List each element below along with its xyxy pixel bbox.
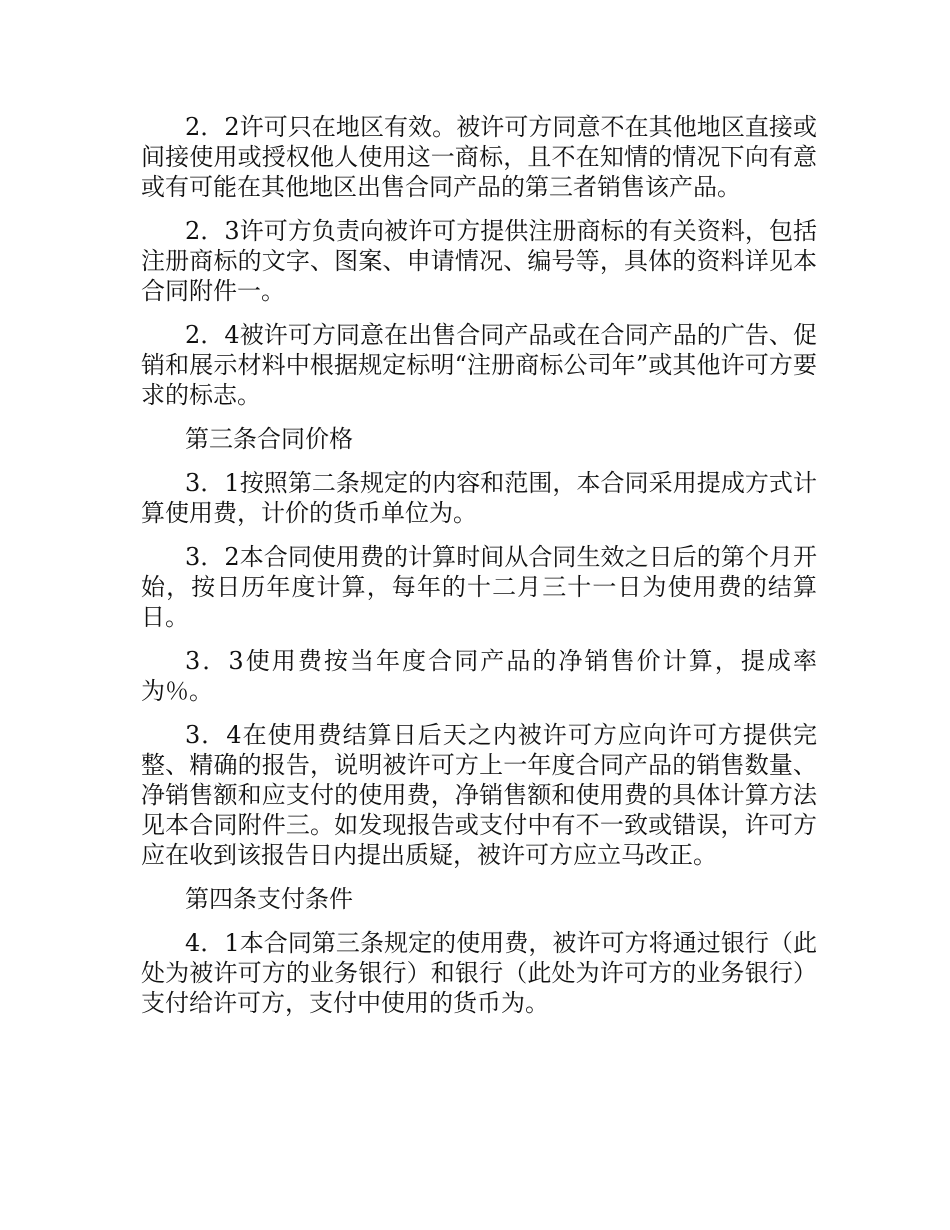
article-3-heading: 第三条合同价格 — [185, 425, 353, 453]
clause-4-1: 4．1本合同第三条规定的使用费，被许可方将通过银行（此处为被许可方的业务银行）和银行（此处为许可方的业务银行）支付给许可方，支付中使用的货币为。 — [141, 929, 817, 1017]
clause-2-3: 2．3许可方负责向被许可方提供注册商标的有关资料，包括注册商标的文字、图案、申请情况、编号等，具体的资料详见本合同附件一。 — [141, 217, 817, 305]
clause-2-2: 2．2许可只在地区有效。被许可方同意不在其他地区直接或间接使用或授权他人使用这一商标，且不在知情的情况下向有意或有可能在其他地区出售合同产品的第三者销售该产品。 — [141, 113, 817, 201]
clause-2-4: 2．4被许可方同意在出售合同产品或在合同产品的广告、促销和展示材料中根据规定标明“注册商标公司年”或其他许可方要求的标志。 — [141, 321, 817, 409]
clause-3-2: 3．2本合同使用费的计算时间从合同生效之日后的第个月开始，按日历年度计算，每年的十二月三十一日为使用费的结算日。 — [141, 543, 817, 631]
clause-3-4: 3．4在使用费结算日后天之内被许可方应向许可方提供完整、精确的报告，说明被许可方上一年度合同产品的销售数量、净销售额和应支付的使用费，净销售额和使用费的具体计算方法见本合同附件三。如发现报告或支付中有不一致或错误，许可方应在收到该报告日内提出质疑，被许可方应立马改正。 — [141, 721, 817, 869]
article-4-heading: 第四条支付条件 — [185, 885, 353, 913]
clause-3-3: 3．3使用费按当年度合同产品的净销售价计算，提成率为％。 — [141, 647, 817, 705]
document-body — [141, 112, 817, 1032]
clause-3-1: 3．1按照第二条规定的内容和范围，本合同采用提成方式计算使用费，计价的货币单位为。 — [141, 469, 817, 527]
